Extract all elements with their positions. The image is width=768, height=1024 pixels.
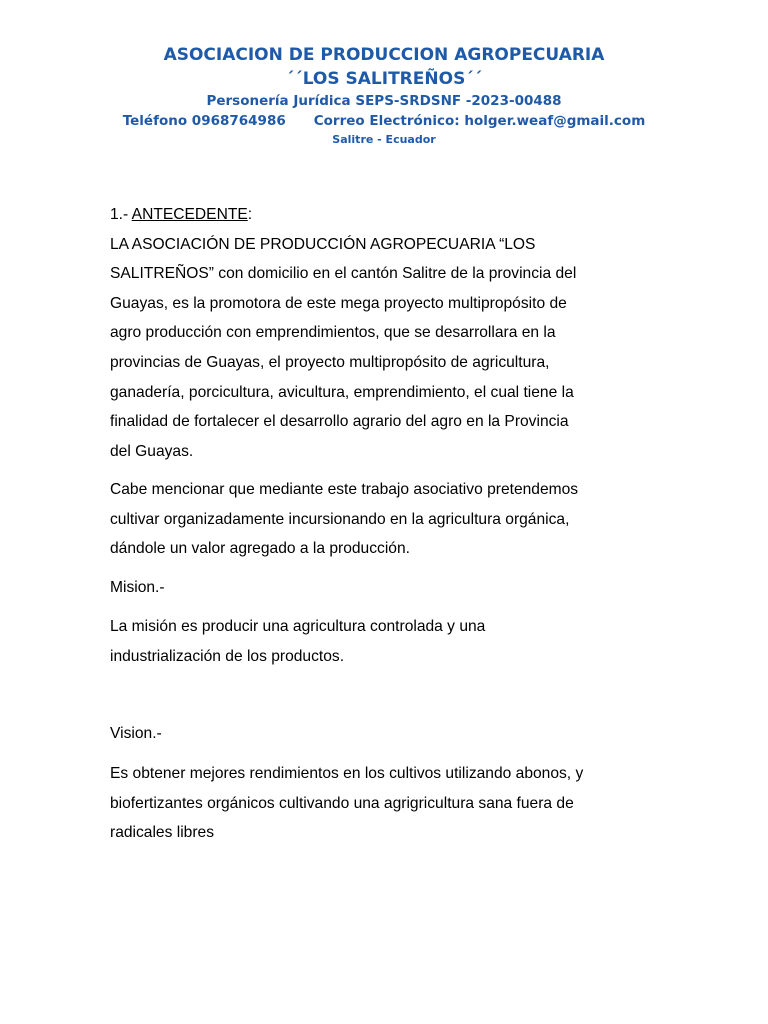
paragraph-line: dándole un valor agregado a la producción. [110,540,410,558]
paragraph-line: LA ASOCIACIÓN DE PRODUCCIÓN AGROPECUARIA “LOS [110,235,536,253]
legal-registration: Personería Jurídica SEPS-SRDSNF -2023-00488 [206,93,562,109]
section-title: ANTECEDENTE [131,206,248,223]
paragraph-line: cultivar organizadamente incursionando en la agricultura orgánica, [110,510,570,528]
paragraph-line: provincias de Guayas, el proyecto multipropósito de agricultura, [110,353,550,371]
paragraph-line: ganadería, porcicultura, avicultura, emprendimiento, el cual tiene la [110,383,574,401]
paragraph-line: agro producción con emprendimientos, que se desarrollara en la [110,324,556,342]
paragraph-line: industrialización de los productos. [110,647,345,665]
contact-line [0,113,768,129]
vision-paragraph [110,759,670,848]
paragraph-line: Cabe mencionar que mediante este trabajo asociativo pretendemos [110,481,579,498]
mision-paragraph [110,612,670,671]
paragraph-line: SALITREÑOS” con domicilio en el cantón Salitre de la provincia del [110,265,577,283]
mision-heading: Mision.- [110,579,165,596]
paragraph-line: radicales libres [110,824,215,842]
antecedente-heading [110,200,670,230]
section-colon: : [247,206,253,223]
vision-heading: Vision.- [110,725,162,742]
section-number: 1.- [110,206,132,223]
paragraph-line: Es obtener mejores rendimientos en los cultivos utilizando abonos, y [110,765,584,782]
location: Salitre - Ecuador [332,133,436,146]
paragraph-line: Guayas, es la promotora de este mega proyecto multipropósito de [110,294,567,312]
phone-number: Teléfono 0968764986 [122,113,286,129]
paragraph-line: La misión es producir una agricultura controlada y una [110,618,486,635]
paragraph-line: biofertizantes orgánicos cultivando una agrigricultura sana fuera de [110,794,574,812]
paragraph-line: finalidad de fortalecer el desarrollo agrario del agro en la Provincia [110,413,569,431]
paragraph-line: del Guayas. [110,442,194,460]
association-name: ASOCIACION DE PRODUCCION AGROPECUARIA [163,45,605,65]
email-address: Correo Electrónico: holger.weaf@gmail.com [313,113,646,129]
cabe-paragraph [110,475,670,564]
association-subtitle: ´´LOS SALITREÑOS´´ [285,69,483,89]
antecedente-section [110,200,670,466]
